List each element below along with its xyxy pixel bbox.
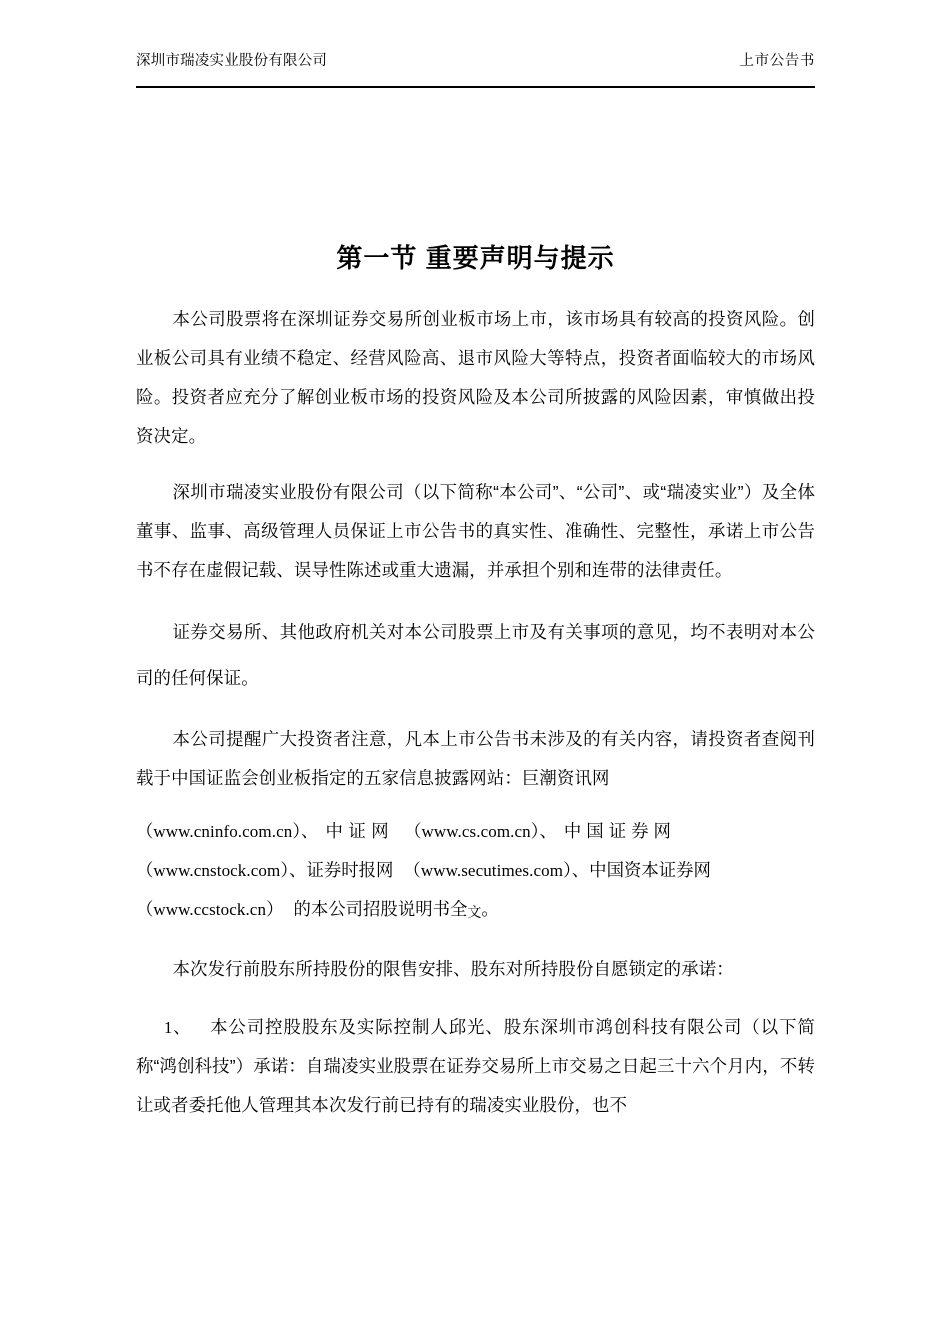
website-url-cs: www.cs.com.cn bbox=[421, 822, 531, 841]
website-name-cs: 中证网 bbox=[325, 821, 395, 841]
website-url-cnstock: www.cnstock.com bbox=[153, 861, 281, 880]
paren-open: （ bbox=[136, 821, 154, 841]
website-name-ccstock: 中国资本证券网 bbox=[589, 860, 711, 880]
paragraph-exchange-disclaimer: 证券交易所、其他政府机关对本公司股票上市及有关事项的意见，均不表明对本公司的任何保证。 bbox=[136, 622, 815, 688]
page-title: 第一节 重要声明与提示 bbox=[336, 243, 615, 273]
paren-open: （ bbox=[403, 860, 421, 880]
website-name-secutimes: 证券时报网 bbox=[306, 860, 394, 880]
paragraph-lockup-item-1 bbox=[136, 1008, 815, 1125]
prospectus-reference-text-tail: 文 bbox=[467, 904, 482, 920]
website-name-cnstock: 中国证券网 bbox=[563, 821, 676, 841]
paren-open: （ bbox=[136, 860, 154, 880]
paren-open: （ bbox=[136, 899, 154, 919]
paren-close: ） bbox=[266, 899, 284, 919]
paragraph-market-risk: 本公司股票将在深圳证券交易所创业板市场上市，该市场具有较高的投资风险。创业板公司具有业绩不稳定、经营风险高、退市风险大等特点，投资者面临较大的市场风险。投资者应充分了解创业板市场的投资风险及本公司所披露的风险因素，审慎做出投资决定。 bbox=[136, 309, 815, 446]
paren-close: ） bbox=[280, 860, 290, 880]
paren-close: ） bbox=[292, 821, 302, 841]
document-body bbox=[136, 300, 815, 1125]
paren-close: ） bbox=[563, 860, 572, 880]
paragraph-disclosure-websites bbox=[136, 812, 815, 931]
website-url-cninfo: www.cninfo.com.cn bbox=[153, 822, 293, 841]
separator: 、 bbox=[289, 860, 307, 880]
header-divider-rule bbox=[136, 86, 815, 88]
paren-open: （ bbox=[404, 821, 422, 841]
period-mark: 。 bbox=[481, 899, 499, 919]
paren-close: ） bbox=[530, 821, 540, 841]
website-url-secutimes: www.secutimes.com bbox=[420, 861, 564, 880]
list-item-number: 1、 bbox=[163, 1018, 192, 1037]
separator: 、 bbox=[301, 821, 326, 841]
website-url-ccstock: www.ccstock.cn bbox=[153, 900, 267, 919]
paragraph-company-statement: 深圳市瑞凌实业股份有限公司（以下简称“本公司”、“公司”、或“瑞凌实业”）及全体董事、监事、高级管理人员保证上市公告书的真实性、准确性、完整性，承诺上市公告书不存在虚假记载、误导性陈述或重大遗漏，并承担个别和连带的法律责任。 bbox=[136, 482, 815, 580]
separator: 、 bbox=[539, 821, 564, 841]
prospectus-reference-text: 的本公司招股说明书全 bbox=[293, 899, 468, 919]
separator: 、 bbox=[571, 860, 590, 880]
header-document-type: 上市公告书 bbox=[739, 53, 815, 69]
page-header bbox=[136, 52, 815, 70]
list-item-text: 本公司控股股东及实际控制人邱光、股东深圳市鸿创科技有限公司（以下简称“鸿创科技”）承诺：自瑞凌实业股票在证券交易所上市交易之日起三十六个月内，不转让或者委托他人管理其本次发行前已持有的瑞凌实业股份，也不 bbox=[136, 1017, 815, 1115]
paragraph-lockup-intro: 本次发行前股东所持股份的限售安排、股东对所持股份自愿锁定的承诺： bbox=[172, 959, 734, 979]
paragraph-disclosure-notice: 本公司提醒广大投资者注意，凡本上市公告书未涉及的有关内容，请投资者查阅刊载于中国证监会创业板指定的五家信息披露网站：巨潮资讯网 bbox=[136, 729, 815, 788]
header-company-name: 深圳市瑞凌实业股份有限公司 bbox=[136, 53, 328, 69]
